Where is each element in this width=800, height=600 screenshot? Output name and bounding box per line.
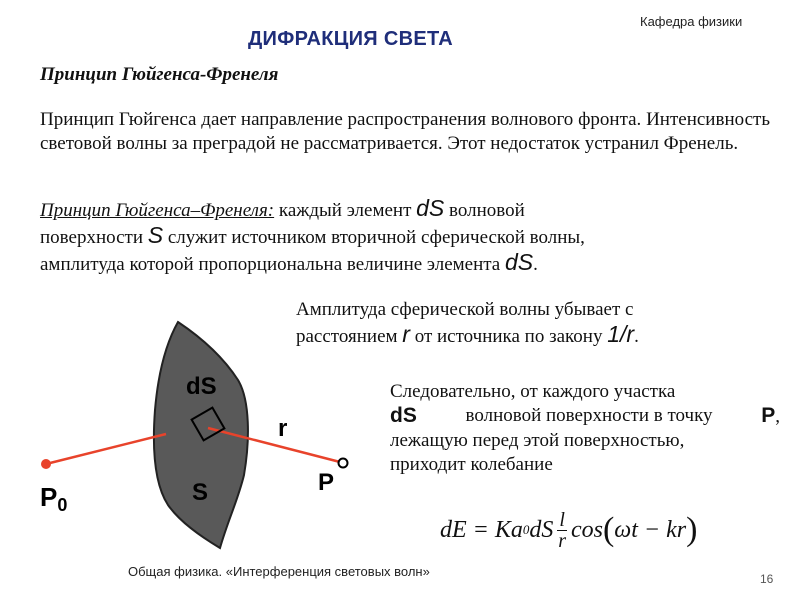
fresnel-text-b: волновой [449,200,525,221]
label-r: r [278,415,288,442]
paragraph-fresnel-principle [40,196,770,277]
label-S: S [192,479,209,506]
consequence-line-3: лежащую перед этой поверхностью, [390,430,685,451]
formula-lparen: ( [602,511,615,548]
amplitude-end: . [634,326,639,347]
formula-ds: dS [529,516,554,543]
symbol-dS-2: dS [505,249,534,275]
fresnel-term: Принцип Гюйгенса–Френеля: [40,200,275,221]
fresnel-text-c: поверхности [40,227,144,248]
fresnel-end: . [533,254,538,275]
formula-cos: cos [570,516,603,543]
wave-surface-diagram [0,300,380,560]
symbol-dS: dS [416,195,445,221]
formula-rparen: ) [686,511,698,548]
section-subtitle: Принцип Гюйгенса-Френеля [40,64,279,85]
formula-frac-den: r [558,529,567,552]
formula-arg: ωt − kr [614,516,687,543]
symbol-S: S [147,222,164,248]
label-P0-main: P [40,482,58,512]
label-P0-sub: 0 [57,495,68,515]
label-P: P [318,469,335,496]
slide-title: ДИФРАКЦИЯ СВЕТА [248,28,453,50]
consequence-point [761,404,780,429]
amplitude-text-c: от источника по закону [414,326,603,347]
consequence-text-a: волновой поверхности в точку [465,405,713,426]
label-dS: dS [186,373,217,400]
formula-sub: 0 [522,522,530,537]
fresnel-text-d: служит источником вторичной сферической волны, [167,227,585,248]
consequence-line-1: Следовательно, от каждого участка [390,381,676,402]
consequence-line-2 [390,404,780,429]
point-P [339,459,348,468]
formula-fraction [557,510,567,551]
amplitude-line-1: Амплитуда сферической волны убывает с [296,299,634,320]
point-P0 [41,459,51,469]
department-label: Кафедра физики [640,14,743,29]
fresnel-line-1 [40,196,770,223]
symbol-dS-3: dS [390,404,417,427]
law-1-over-r: 1/r [607,321,635,347]
fresnel-line-3 [40,250,770,277]
ray-from-P0 [46,434,166,464]
footer-course: Общая физика. «Интерференция световых волн» [128,564,430,579]
page-number: 16 [760,572,774,586]
paragraph-huygens: Принцип Гюйгенса дает направление распространения волнового фронта. Интенсивность световой волны за преградой не рассматривается. Этот недостаток устранил Френель. [40,109,770,154]
formula-frac-num: l [559,508,565,531]
formula-lhs: dE = Ka [440,516,523,543]
symbol-r: r [402,321,410,347]
formula-dE [440,500,697,560]
label-P0 [40,482,67,515]
consequence-comma: , [775,406,780,427]
symbol-P: P [761,404,776,427]
fresnel-text-e: амплитуда которой пропорциональна величине элемента [40,254,501,275]
fresnel-text-a: каждый элемент [278,200,412,221]
amplitude-text-b: расстоянием [296,326,398,347]
consequence-line-4: приходит колебание [390,454,553,475]
paragraph-consequence [390,380,780,477]
fresnel-line-2 [40,223,770,250]
